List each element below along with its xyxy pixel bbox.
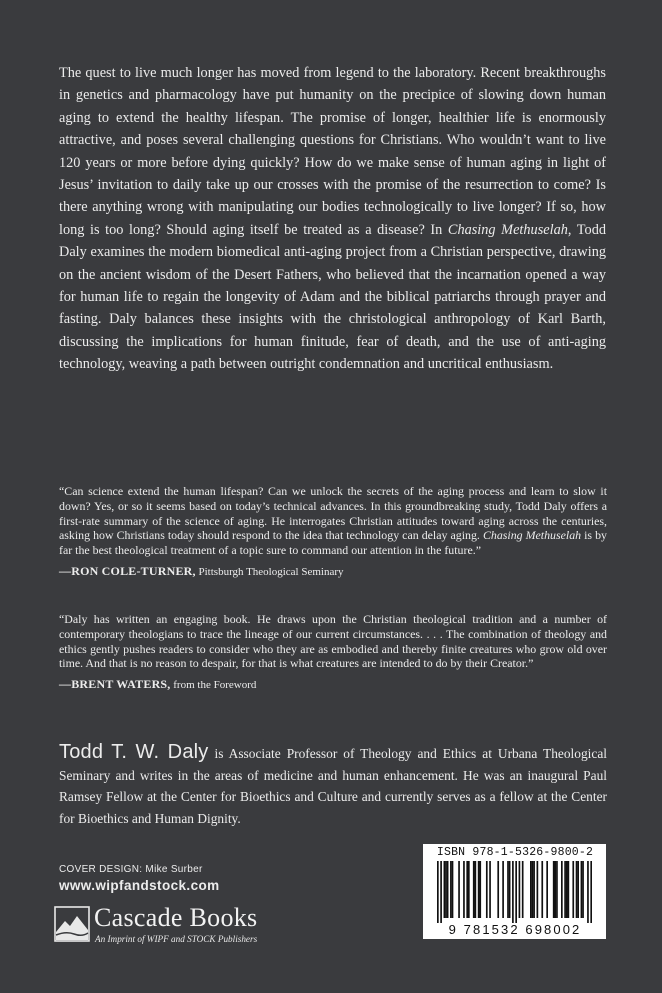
barcode-bar — [479, 861, 481, 918]
barcode-bar — [590, 861, 592, 923]
barcode-bar — [444, 861, 446, 918]
barcode-bar — [561, 861, 563, 918]
barcode-bar — [468, 861, 470, 918]
barcode-bar — [532, 861, 534, 918]
barcode-bar — [581, 861, 583, 918]
barcode-bars — [437, 861, 592, 923]
barcode-bar — [522, 861, 524, 918]
barcode-bar — [530, 861, 532, 918]
barcode-bar — [497, 861, 499, 918]
isbn-label: ISBN 978-1-5326-9800-2 — [436, 846, 594, 859]
barcode-bar — [541, 861, 543, 918]
barcode-bar — [458, 861, 460, 918]
publisher-website: www.wipfandstock.com — [59, 878, 220, 893]
barcode-bar — [512, 861, 514, 923]
endorsement-book-title: Chasing Methuselah — [482, 528, 582, 543]
publisher-imprint: An Imprint of WIPF and STOCK Publishers — [95, 934, 258, 944]
barcode-bar — [440, 861, 442, 923]
barcode-bar — [568, 861, 570, 918]
barcode-bar — [463, 861, 465, 918]
cover-design-credit: COVER DESIGN: Mike Surber — [59, 864, 203, 875]
barcode-bar — [466, 861, 468, 918]
barcode-bar — [546, 861, 548, 918]
author-bio-text: is Associate Professor of Theology and Ethics at Urbana Theological Seminary and writes in the areas of medicine and human enhancement. He was an inaugural Paul Ramsey Fellow at the Center for Bioethics and Culture and currently serves as a fellow at the Center for Bioethics and Human Dignity. — [59, 746, 607, 826]
barcode-bar — [502, 861, 504, 918]
endorsement-text-part1: “Daly has written an engaging book. He draws upon the Christian theological tradition and a number of contemporary theologians to trace the lineage of our current circumstances. . . . The combination of theology and ethics gently pushes readers to consider who they are as embodied and thereby finite creatures who grow old over time. And that is no reason to despair, for that is what creatures are intended to do by their Creator.” — [59, 612, 607, 671]
blurb-book-title: Chasing Methuselah — [447, 221, 568, 238]
blurb-part2: , Todd Daly examines the modern biomedical anti-aging project from a Christian perspective, drawing on the ancient wisdom of the Desert Fathers, who believed that the incarnation opened a way for human life to regain the longevity of Adam and the biblical patriarchs through prayer and fasting. Daly balances these insights with the christological anthropology of Karl Barth, discussing the implications for human finitude, fear of death, and the use of anti-aging technology, weaving a path between outright condemnation and uncritical enthusiasm. — [59, 221, 606, 373]
barcode-bar — [577, 861, 579, 918]
barcode-bar — [564, 861, 566, 918]
endorser-name: —BRENT WATERS, — [59, 677, 171, 692]
barcode-bar — [452, 861, 454, 918]
barcode-bar — [554, 861, 556, 918]
barcode-bar — [489, 861, 491, 918]
barcode-bar — [582, 861, 584, 918]
mountain-logo-icon — [54, 906, 90, 942]
barcode-bar — [478, 861, 480, 918]
barcode-bar — [556, 861, 558, 918]
barcode-bar — [515, 861, 517, 923]
publisher-name: Cascade Books — [94, 903, 258, 932]
barcode-bar — [537, 861, 539, 918]
barcode-bar — [447, 861, 449, 918]
barcode-bar — [509, 861, 511, 918]
endorser-affiliation: from the Foreword — [170, 679, 257, 692]
barcode-bar — [572, 861, 574, 918]
barcode-bar — [519, 861, 521, 918]
publisher-logo — [54, 901, 294, 951]
barcode-bar — [475, 861, 477, 918]
blurb-part1: The quest to live much longer has moved from legend to the laboratory. Recent breakthroughs in genetics and pharmacology have put humanity on the precipice of slowing down human aging to extend the healthy lifespan. The promise of longer, healthier life is enormously attractive, and poses several challenging questions for Christians. Who wouldn’t want to live 120 years or more before dying quickly? How do we make sense of human aging in light of Jesus’ invitation to daily take up our crosses with the promise of the resurrection to come? Is there anything wrong with manipulating our bodies technologically to live longer? If so, how long is too long? Should aging itself be treated as a disease? In — [59, 65, 606, 238]
endorsement-text-part2: is by far the best theological treatment of a topic sure to command our attention in the future.” — [59, 528, 607, 558]
endorsement-attribution — [59, 677, 607, 693]
isbn-barcode — [423, 844, 606, 939]
barcode-bar — [507, 861, 509, 918]
barcode-bar — [437, 861, 439, 923]
endorsement-cole-turner — [59, 484, 607, 580]
author-name: Todd T. W. Daly — [59, 741, 209, 763]
barcode-bar — [533, 861, 535, 918]
isbn-digits: 9 781532 698002 — [448, 922, 582, 937]
author-bio — [59, 742, 607, 829]
endorsement-text-part1: “Can science extend the human lifespan? Can we unlock the secrets of the aging process and learn to slow it down? Yes, or so it seems based on today’s technical advances. In this groundbreaking study, Todd Daly offers a first-rate summary of the science of aging. He interrogates Christian attitudes toward aging across the centuries, asking how Christians today should respond to the idea that technology can delay aging. — [59, 484, 607, 543]
endorsement-attribution — [59, 564, 607, 580]
endorsement-text — [59, 612, 607, 671]
endorsement-text — [59, 484, 607, 558]
endorsement-waters — [59, 612, 607, 693]
barcode-bar — [587, 861, 589, 923]
barcode-bar — [450, 861, 452, 918]
barcode-bar — [486, 861, 488, 918]
barcode-bar — [553, 861, 555, 918]
endorser-name: —RON COLE-TURNER, — [59, 563, 196, 578]
back-cover-blurb — [59, 62, 606, 376]
barcode-bar — [445, 861, 447, 918]
barcode-bar — [473, 861, 475, 918]
barcode-bar — [566, 861, 568, 918]
barcode-bar — [576, 861, 578, 918]
endorser-affiliation: Pittsburgh Theological Seminary — [195, 565, 344, 578]
